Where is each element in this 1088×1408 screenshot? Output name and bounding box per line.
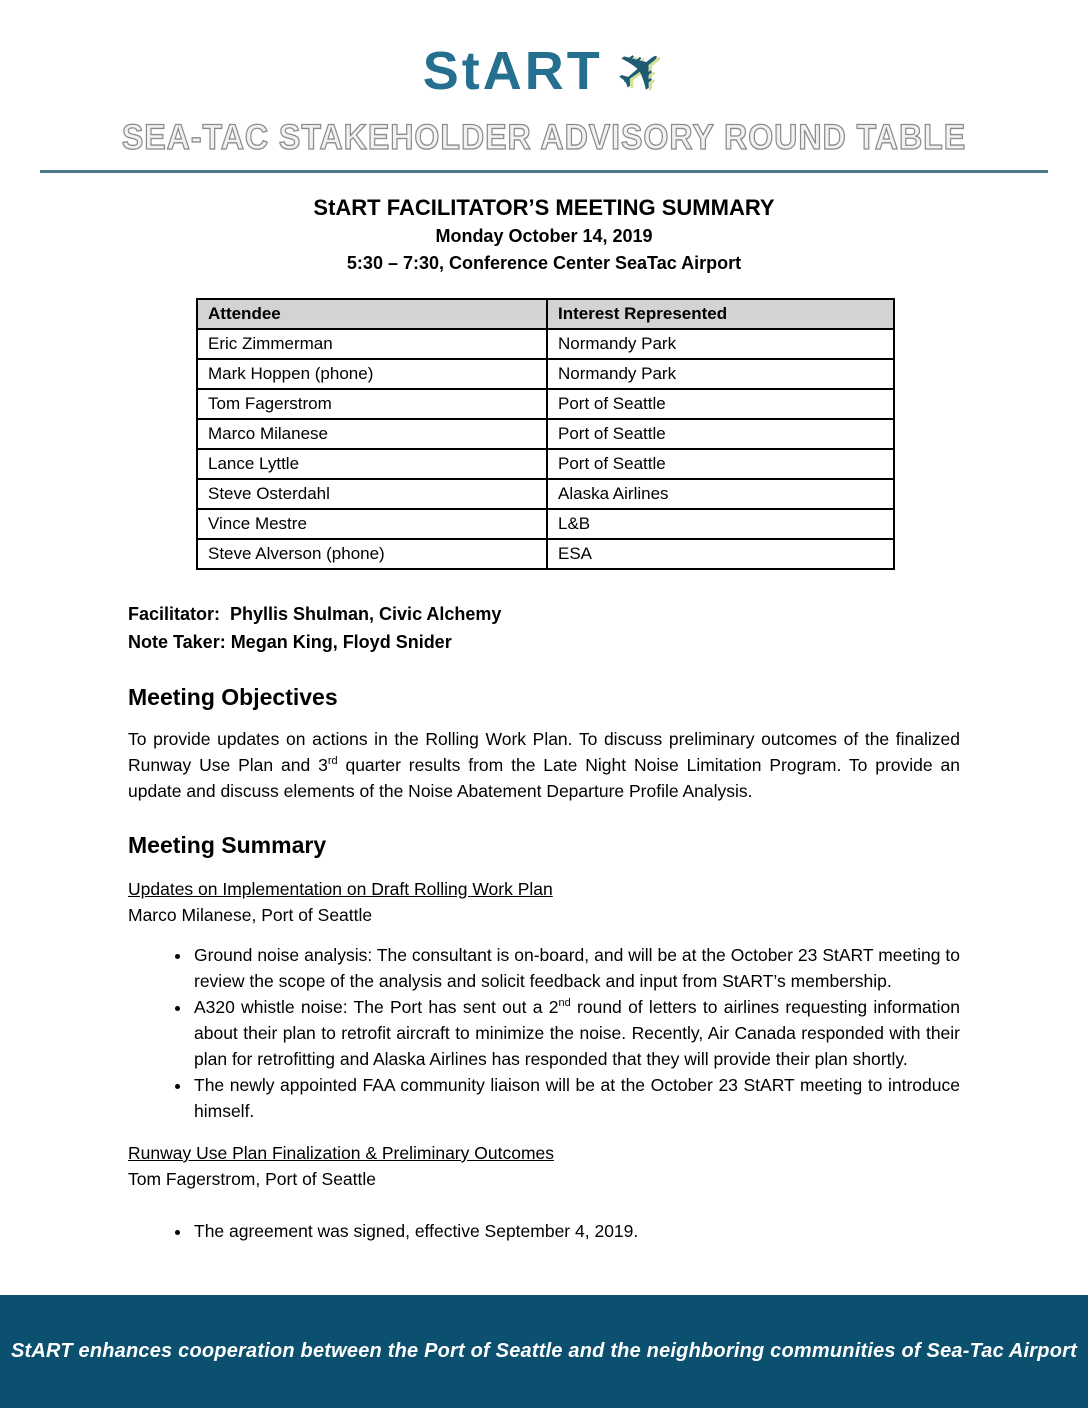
- airplane-icon: ✈: [601, 30, 680, 112]
- footer-band: [0, 1295, 1088, 1408]
- runway-bullet-list: [128, 1218, 960, 1244]
- bullet-text: The newly appointed FAA community liaison will be at the October 23 StART meeting to introduce himself.: [194, 1075, 960, 1121]
- title-block: [0, 193, 1088, 277]
- table-row: [197, 419, 894, 449]
- document-title: StART FACILITATOR’S MEETING SUMMARY: [313, 195, 775, 220]
- interest-cell: Port of Seattle: [547, 389, 894, 419]
- objectives-text-part2: quarter results from the Late Night Noise Limitation Program. To provide an update and discuss elements of the Noise Abatement Departure Profile Analysis.: [128, 755, 960, 801]
- attendee-name-cell: Steve Osterdahl: [197, 479, 547, 509]
- attendees-table: [196, 298, 895, 570]
- table-row: [197, 389, 894, 419]
- meeting-time-location: 5:30 – 7:30, Conference Center SeaTac Airport: [346, 253, 742, 273]
- meeting-date: Monday October 14, 2019: [435, 226, 653, 246]
- objectives-text-part1: To provide updates on actions in the Rolling Work Plan. To discuss preliminary outcomes of the finalized Runway Use Plan and 3: [128, 729, 960, 775]
- header-divider: [40, 170, 1048, 173]
- facilitator-line: Facilitator: Phyllis Shulman, Civic Alchemy: [128, 604, 502, 624]
- updates-presenter: Marco Milanese, Port of Seattle: [128, 905, 373, 925]
- bullet-text-part2: round of letters to airlines requesting information about their plan to retrofit aircraft to minimize the noise. Recently, Air Canada responded with their plan for retrofitting and Alaska Airlines has responded that they will provide their plan shortly.: [194, 997, 960, 1069]
- interest-cell: Alaska Airlines: [547, 479, 894, 509]
- interest-cell: Normandy Park: [547, 359, 894, 389]
- table-row: [197, 329, 894, 359]
- ordinal-superscript: nd: [558, 997, 571, 1010]
- interest-cell: Normandy Park: [547, 329, 894, 359]
- ordinal-superscript: rd: [327, 755, 338, 768]
- attendee-name-cell: Lance Lyttle: [197, 449, 547, 479]
- table-row: [197, 479, 894, 509]
- runway-presenter: Tom Fagerstrom, Port of Seattle: [128, 1169, 377, 1189]
- runway-subheading: Runway Use Plan Finalization & Preliminary Outcomes: [128, 1143, 554, 1163]
- interest-cell: ESA: [547, 539, 894, 569]
- attendee-name-cell: Mark Hoppen (phone): [197, 359, 547, 389]
- attendee-name-cell: Tom Fagerstrom: [197, 389, 547, 419]
- note-taker-line: Note Taker: Megan King, Floyd Snider: [128, 632, 452, 652]
- attendee-name-cell: Eric Zimmerman: [197, 329, 547, 359]
- list-item: [192, 942, 960, 994]
- interest-cell: L&B: [547, 509, 894, 539]
- interest-cell: Port of Seattle: [547, 449, 894, 479]
- updates-bullet-list: [128, 942, 960, 1124]
- objectives-heading: Meeting Objectives: [128, 684, 338, 710]
- bullet-text: The agreement was signed, effective September 4, 2019.: [194, 1221, 639, 1241]
- interest-column-header: Interest Represented: [547, 299, 894, 329]
- attendee-name-cell: Steve Alverson (phone): [197, 539, 547, 569]
- content-column: [0, 298, 1088, 1244]
- attendee-column-header: Attendee: [197, 299, 547, 329]
- roles-block: [128, 600, 960, 656]
- logo-wordmark: StART: [422, 41, 603, 101]
- bullet-text-part1: A320 whistle noise: The Port has sent out a 2: [194, 997, 559, 1017]
- attendee-name-cell: Vince Mestre: [197, 509, 547, 539]
- table-row: [197, 509, 894, 539]
- attendee-name-cell: Marco Milanese: [197, 419, 547, 449]
- updates-subheading: Updates on Implementation on Draft Rolling Work Plan: [128, 879, 553, 899]
- table-row: [197, 539, 894, 569]
- summary-heading: Meeting Summary: [128, 832, 327, 858]
- list-item: [192, 994, 960, 1072]
- list-item: [192, 1218, 960, 1244]
- table-row: [197, 449, 894, 479]
- list-item: [192, 1072, 960, 1124]
- interest-cell: Port of Seattle: [547, 419, 894, 449]
- objectives-paragraph: [128, 726, 960, 804]
- header-logo: [0, 0, 1088, 112]
- organization-subtitle: SEA-TAC STAKEHOLDER ADVISORY ROUND TABLE: [121, 118, 967, 157]
- table-row: [197, 359, 894, 389]
- bullet-text: Ground noise analysis: The consultant is on-board, and will be at the October 23 StART meeting to review the scope of the analysis and solicit feedback and input from StART’s membership.: [194, 945, 960, 991]
- footer-tagline: StART enhances cooperation between the Port of Seattle and the neighboring communities of Sea-Tac Airport: [11, 1340, 1077, 1362]
- table-header-row: [197, 299, 894, 329]
